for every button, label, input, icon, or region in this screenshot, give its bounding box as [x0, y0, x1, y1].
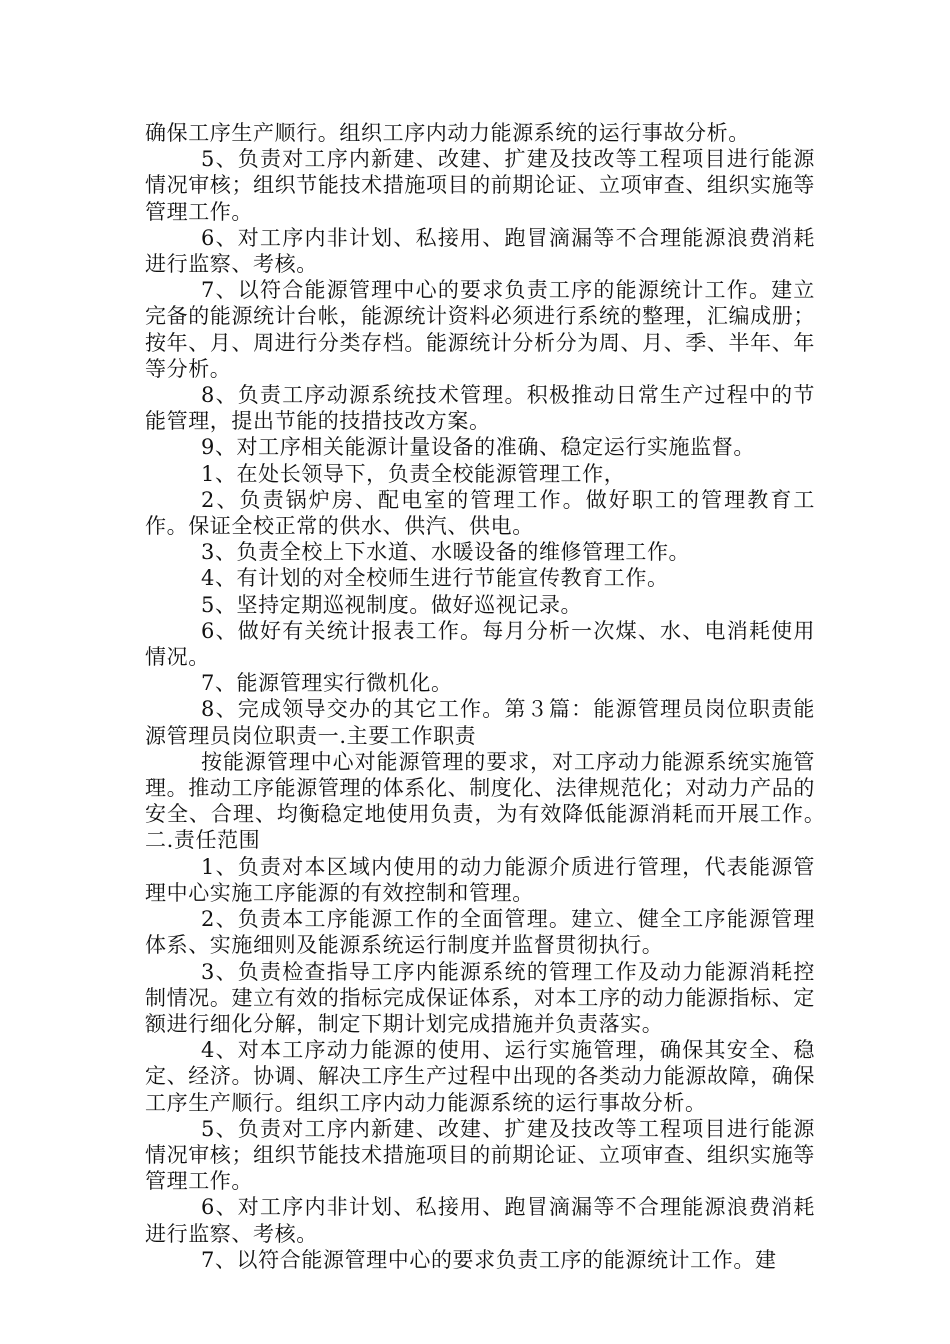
paragraph: 8、负责工序动源系统技术管理。积极推动日常生产过程中的节能管理，提出节能的技措技改方案。	[145, 383, 815, 434]
paragraph: 5、负责对工序内新建、改建、扩建及技改等工程项目进行能源情况审核；组织节能技术措施项目的前期论证、立项审查、组织实施等管理工作。	[145, 147, 815, 224]
paragraph: 确保工序生产顺行。组织工序内动力能源系统的运行事故分析。	[145, 121, 750, 145]
paragraph: 6、做好有关统计报表工作。每月分析一次煤、水、电消耗使用情况。	[145, 618, 815, 670]
paragraph: 3、负责全校上下水道、水暖设备的维修管理工作。	[201, 540, 691, 565]
paragraph: 3、负责检查指导工序内能源系统的管理工作及动力能源消耗控制情况。建立有效的指标完成保证体系，对本工序的动力能源指标、定额进行细化分解，制定下期计划完成措施并负责落实。	[145, 959, 815, 1036]
paragraph: 6、对工序内非计划、私接用、跑冒滴漏等不合理能源浪费消耗进行监察、考核。	[145, 225, 815, 277]
paragraph: 7、能源管理实行微机化。	[201, 671, 453, 696]
paragraph: 8、完成领导交办的其它工作。第３篇：能源管理员岗位职责能源管理员岗位职责一.主要工作职责	[145, 697, 815, 748]
paragraph: 7、以符合能源管理中心的要求负责工序的能源统计工作。建立完备的能源统计台帐，能源统计资料必须进行系统的整理，汇编成册；按年、月、周进行分类存档。能源统计分析分为周、月、季、半年、年等分析。	[145, 278, 815, 381]
paragraph: 1、在处长领导下，负责全校能源管理工作，	[201, 461, 626, 486]
paragraph: 7、以符合能源管理中心的要求负责工序的能源统计工作。建	[201, 1247, 777, 1272]
paragraph: 9、对工序相关能源计量设备的准确、稳定运行实施监督。	[201, 435, 755, 460]
paragraph: 1、负责对本区域内使用的动力能源介质进行管理，代表能源管理中心实施工序能源的有效控制和管理。	[145, 854, 815, 905]
paragraph: 按能源管理中心对能源管理的要求，对工序动力能源系统实施管理。推动工序能源管理的体系化、制度化、法律规范化；对动力产品的安全、合理、均衡稳定地使用负责，为有效降低能源消耗而开展工作。 二.责任范围	[145, 749, 837, 853]
paragraph: 5、负责对工序内新建、改建、扩建及技改等工程项目进行能源情况审核；组织节能技术措施项目的前期论证、立项审查、组织实施等管理工作。	[145, 1116, 815, 1194]
paragraph: 6、对工序内非计划、私接用、跑冒滴漏等不合理能源浪费消耗进行监察、考核。	[145, 1195, 815, 1246]
paragraph: 4、有计划的对全校师生进行节能宣传教育工作。	[201, 566, 669, 591]
document-body	[145, 120, 837, 1273]
paragraph: 5、坚持定期巡视制度。做好巡视记录。	[201, 592, 583, 617]
paragraph: 4、对本工序动力能源的使用、运行实施管理，确保其安全、稳定、经济。协调、解决工序生产过程中出现的各类动力能源故障，确保工序生产顺行。组织工序内动力能源系统的运行事故分析。	[145, 1038, 815, 1115]
paragraph: 2、负责本工序能源工作的全面管理。建立、健全工序能源管理体系、实施细则及能源系统运行制度并监督贯彻执行。	[145, 907, 815, 958]
paragraph: 2、负责锅炉房、配电室的管理工作。做好职工的管理教育工作。保证全校正常的供水、供汽、供电。	[145, 487, 815, 539]
